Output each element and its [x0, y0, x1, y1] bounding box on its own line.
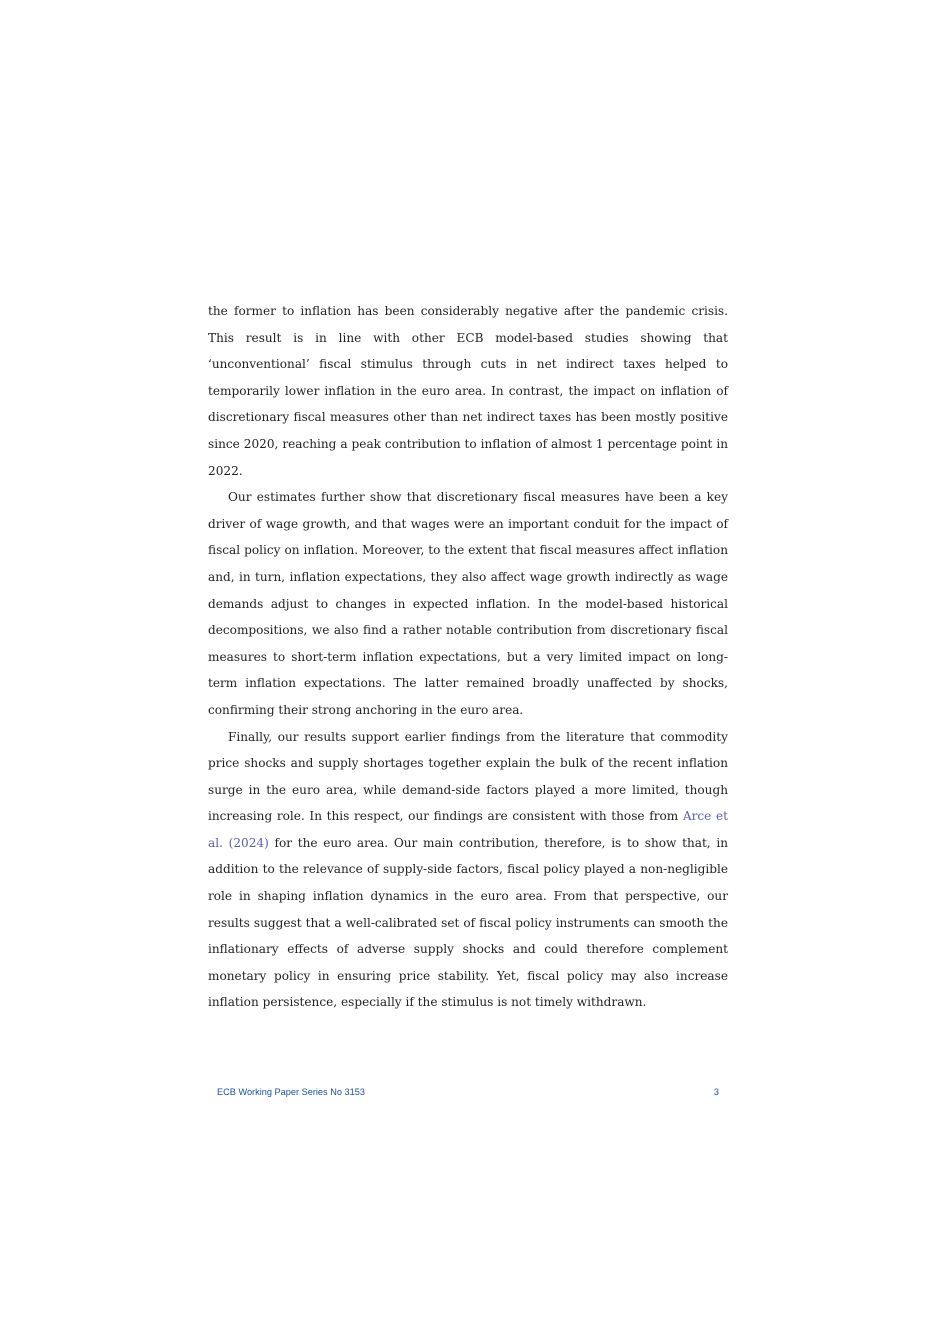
citation-open-paren: (: [222, 835, 234, 850]
paragraph-1: the former to inflation has been considerably negative after the pandemic crisis. This result is in line with other ECB model-based studies showing that ‘unconventional’ fiscal stimulus through cuts in net indirect taxes helped to temporarily lower inflation in the euro area. In contrast, the impact on inflation of discretionary fiscal measures other than net indirect taxes has been mostly positive since 2020, reaching a peak contribution to inflation of almost 1 percentage point in 2022.: [208, 304, 728, 478]
footer-series-label: ECB Working Paper Series No 3153: [217, 1087, 365, 1097]
paragraph-3-text-after: for the euro area. Our main contribution, therefore, is to show that, in addition to the relevance of supply-side factors, fiscal policy played a non-negligible role in shaping inflation dynamics in the euro area. From that perspective, our results suggest that a well-calibrated set of fiscal policy instruments can smooth the inflationary effects of adverse supply shocks and could therefore complement monetary policy in ensuring price stability. Yet, fiscal policy may also increase inflation persistence, especially if the stimulus is not timely withdrawn.: [208, 835, 728, 1010]
citation-authors-link[interactable]: Arce et al.: [208, 809, 729, 850]
paragraph-3: [208, 724, 728, 1017]
paragraph-3-text-before: Finally, our results support earlier findings from the literature that commodity price shocks and supply shortages together explain the bulk of the recent inflation surge in the euro area, while demand-side factors played a more limited, though increasing role. In this respect, our findings are consistent with those from: [208, 729, 728, 824]
paragraph-2: Our estimates further show that discretionary fiscal measures have been a key driver of wage growth, and that wages were an important conduit for the impact of fiscal policy on inflation. Moreover, to the extent that fiscal measures affect inflation and, in turn, inflation expectations, they also affect wage growth indirectly as wage demands adjust to changes in expected inflation. In the model-based historical decompositions, we also find a rather notable contribution from discretionary fiscal measures to short-term inflation expectations, but a very limited impact on long-term inflation expectations. The latter remained broadly unaffected by shocks, confirming their strong anchoring in the euro area.: [208, 490, 728, 717]
citation-year-link[interactable]: 2024: [233, 835, 265, 850]
body-text: [208, 298, 728, 1016]
footer-page-number: 3: [713, 1087, 719, 1097]
page-footer: [217, 1087, 719, 1103]
citation-close-paren: ): [264, 835, 269, 850]
